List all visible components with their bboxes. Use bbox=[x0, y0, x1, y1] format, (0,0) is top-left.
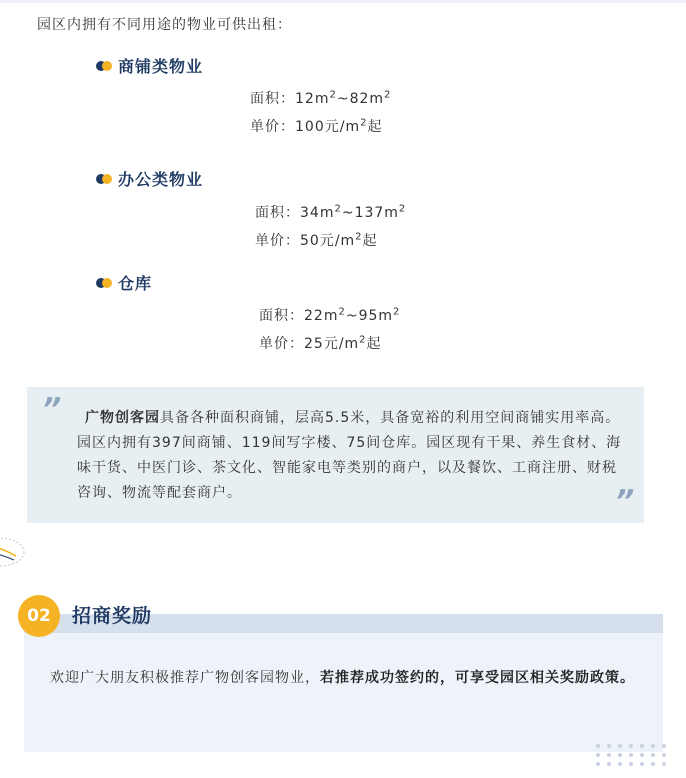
bullet-dots-icon bbox=[96, 173, 113, 185]
area-line: 面积：$34m^2\sim 137m^2$ bbox=[255, 203, 407, 221]
section-body-text: 欢迎广大朋友积极推荐广物创客园物业，若推荐成功签约的，可享受园区相关奖励政策。 bbox=[50, 670, 635, 686]
section-title: 招商奖励 bbox=[72, 605, 153, 627]
brand-name: 广物创客园 bbox=[85, 410, 160, 426]
price-line: 单价：100元$/m^2$起 bbox=[250, 117, 383, 135]
price-line: 单价：25元$/m^2$起 bbox=[259, 334, 382, 352]
category-title-warehouse bbox=[96, 271, 152, 294]
quote-text bbox=[77, 406, 625, 506]
area-line: 面积：$22m^2\sim 95m^2$ bbox=[259, 306, 401, 324]
category-title-label: 商铺类物业 bbox=[118, 57, 204, 76]
category-title-shops bbox=[96, 54, 203, 77]
area-line: 面积：$12m^2\sim 82m^2$ bbox=[250, 89, 392, 107]
category-title-label: 办公类物业 bbox=[118, 170, 204, 189]
section-body-panel bbox=[24, 633, 663, 752]
close-quote-icon: ” bbox=[615, 484, 631, 519]
bullet-dots-icon bbox=[96, 277, 113, 289]
quote-box bbox=[27, 387, 644, 523]
decorative-dot-grid-icon bbox=[596, 744, 668, 766]
open-quote-icon: ” bbox=[42, 392, 58, 427]
quote-body: 具备各种面积商铺，层高5.5米，具备宽裕的利用空间商铺实用率高。园区内拥有397间商铺、119间写字楼、75间仓库。园区现有干果、养生食材、海味干货、中医门诊、茶文化、智能家电等类别的商户，以及餐饮、工商注册、财税咨询、物流等配套商户。 bbox=[77, 410, 622, 501]
category-title-offices bbox=[96, 167, 203, 190]
body-bold-text: 若推荐成功签约的，可享受园区相关奖励政策。 bbox=[320, 670, 635, 686]
intro-text: 园区内拥有不同用途的物业可供出租： bbox=[37, 17, 292, 33]
category-title-label: 仓库 bbox=[118, 274, 153, 293]
decorative-swirl-icon bbox=[0, 530, 26, 572]
price-line: 单价：50元$/m^2$起 bbox=[255, 231, 378, 249]
top-divider bbox=[0, 0, 686, 3]
bullet-dots-icon bbox=[96, 60, 113, 72]
section-number-badge: 02 bbox=[18, 595, 60, 637]
